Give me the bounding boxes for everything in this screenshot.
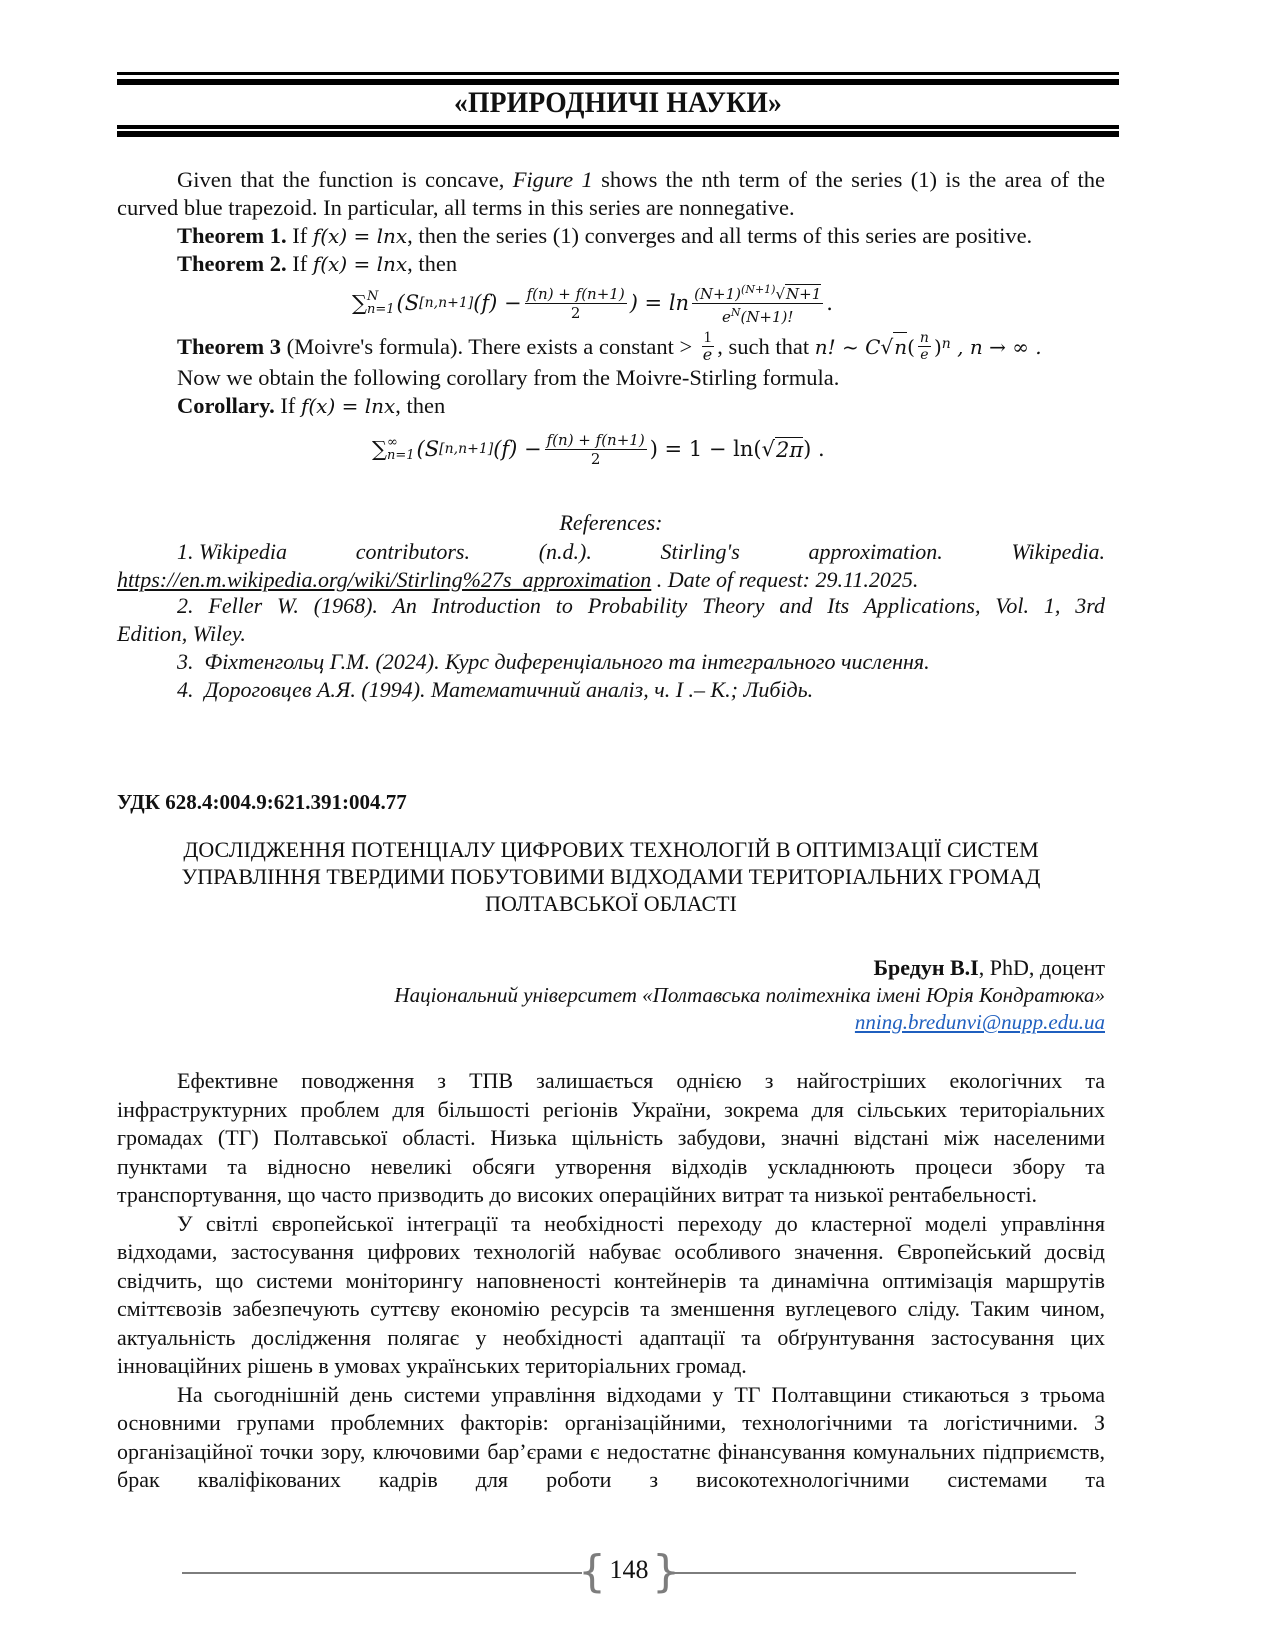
formula-theorem-2: ∑ N n=1 (S [n,n+1] (f) − $\frac{f(n) + f(n+1)}{2}$ ) = ln $\frac{(N+1)^{(N+1)}√N+1}{e^N(N+1)!}$ .	[352, 282, 833, 326]
footer-rule-left	[182, 1572, 582, 1574]
header-rule-bottom-thin	[117, 131, 1119, 137]
fraction-log-argument: $\frac{(N+1)^{(N+1)}√N+1}{e^N(N+1)!}$	[694, 282, 822, 326]
reference-4: 4. Дороговцев А.Я. (1994). Математичний аналіз, ч. I .– К.; Либідь.	[177, 677, 814, 702]
footer-rule-right	[674, 1572, 1076, 1574]
fraction-average: $\frac{f(n) + f(n+1)}{2}$	[546, 430, 645, 468]
author-line	[873, 955, 1105, 981]
reference-2: 2. Feller W. (1968). An Introduction to Probability Theory and Its Applications, Vol. 1, 3rd Edition, Wiley.	[117, 593, 1105, 646]
corollary-section	[117, 364, 1105, 420]
journal-section-title: «ПРИРОДНИЧІ НАУКИ»	[453, 86, 783, 119]
theorem-1: Theorem 1. If f(x) = lnx, then the series (1) converges and all terms of this series are positive.	[177, 223, 1033, 248]
article-body	[117, 1067, 1105, 1495]
author-name: Бредун В.І	[873, 955, 979, 980]
theorem-3-label: Theorem 3	[177, 333, 281, 359]
references-heading: References:	[559, 510, 663, 535]
formula-corollary: ∑ ∞ n=1 (S [n,n+1] (f) − $\frac{f(n) + f(n+1)}{2}$ ) = 1 − ln( √ 2π ) .	[372, 430, 825, 468]
intro-paragraph: Given that the function is concave, Figure 1 shows the nth term of the series (1) is the area of the curved blue trapezoid. In particular, all terms in this series are nonnegative.	[117, 167, 1105, 220]
author-degree: , PhD, доцент	[978, 955, 1105, 980]
corollary-label: Corollary.	[177, 393, 275, 418]
footer-bracket-right-icon: }	[652, 1546, 680, 1597]
theorem-3: Theorem 3 (Moivre's formula). There exists a constant > $\frac{1}{e}$ , such that n! ~ C √ n ( $\frac{n}{e}$ ) n , n → ∞ .	[177, 329, 1042, 364]
body-paragraph: У світлі європейської інтеграції та необхідності переходу до кластерної моделі управління відходами, застосування цифрових технологій набуває особливого значення. Європейський досвід свідчить, що системи моніторингу наповненості контейнерів та динамічна оптимізація маршрутів сміттєвозів забезпечують суттєву економію ресурсів та зменшення вуглецевого сліду. Таким чином, актуальність дослідження полягає у необхідності адаптації та обґрунтування застосування цих інноваційних рішень в умовах українських територіальних громад.	[117, 1210, 1105, 1378]
header-rule-top-thin	[117, 72, 1119, 75]
header-rule-top-thick	[117, 79, 1119, 85]
udc-code: УДК 628.4:004.9:621.391:004.77	[117, 790, 407, 814]
reference-1-link[interactable]: https://en.m.wikipedia.org/wiki/Stirling%27s_approximation	[117, 567, 652, 592]
body-paragraph: Ефективне поводження з ТПВ залишається однією з найгостріших екологічних та інфраструктурних проблем для більшості регіонів України, зокрема для сільських територіальних громадах (ТГ) Полтавської області. Низька щільність забудови, значні відстані між населеними пунктами та відносно невеликі обсяги утворення відходів ускладнюють процеси збору та транспортування, що часто призводить до високих операційних витрат та низької рентабельності.	[117, 1068, 1105, 1207]
header-rule-bottom-thick	[117, 125, 1119, 129]
corollary-statement: Corollary. If f(x) = lnx, then	[177, 393, 446, 418]
author-email-link[interactable]: nning.bredunvi@nupp.edu.ua	[854, 1010, 1105, 1034]
theorem-1-label: Theorem 1.	[177, 223, 287, 248]
body-paragraph: На сьогоднішній день системи управління відходами у ТГ Полтавщини стикаються з трьома основними групами проблемних факторів: організаційними, технологічними та логістичними. З організаційної точки зору, ключовими бар’єрами є недостатнє фінансування комунальних підприємств, брак кваліфікованих кадрів для роботи з високотехнологічними системами та	[117, 1381, 1105, 1492]
math-section	[117, 166, 1105, 278]
footer-bracket-left-icon: {	[578, 1546, 606, 1597]
reference-3: 3. Фіхтенгольц Г.М. (2024). Курс диференціального та інтегрального числення.	[177, 649, 930, 674]
article-title: ДОСЛІДЖЕННЯ ПОТЕНЦІАЛУ ЦИФРОВИХ ТЕХНОЛОГІЙ В ОПТИМІЗАЦІЇ СИСТЕМ УПРАВЛІННЯ ТВЕРДИМИ ПОБУТОВИМИ ВІДХОДАМИ ТЕРИТОРІАЛЬНИХ ГРОМАД ПОЛТАВСЬКОЇ ОБЛАСТІ	[181, 837, 1041, 916]
author-affiliation: Національний університет «Полтавська політехніка імені Юрія Кондратюка»	[394, 983, 1105, 1007]
figure-reference: Figure 1	[512, 167, 593, 192]
fraction-average: $\frac{f(n) + f(n+1)}{2}$	[526, 284, 625, 322]
theorem-2-label: Theorem 2.	[177, 251, 287, 276]
page-number: 148	[609, 1555, 649, 1584]
reference-1: 1. Wikipedia contributors. (n.d.). Stirling's approximation. Wikipedia. https://en.m.wikipedia.org/wiki/Stirling%27s_approximation . Date of request: 29.11.2025.	[117, 539, 1105, 592]
theorem-2: Theorem 2. If f(x) = lnx, then	[177, 251, 458, 276]
corollary-intro: Now we obtain the following corollary from the Moivre-Stirling formula.	[177, 365, 840, 390]
